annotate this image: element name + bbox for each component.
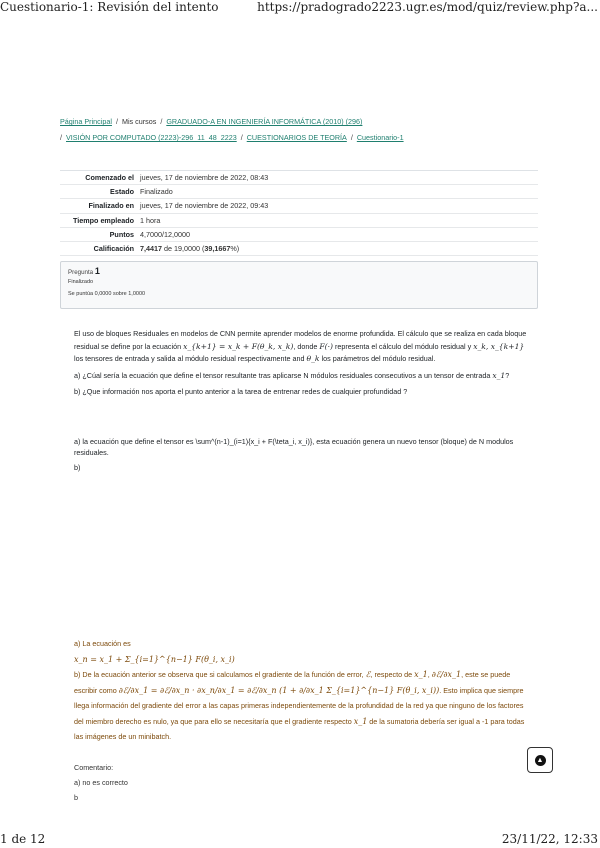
summary-row-grade [60, 242, 538, 256]
comment-line-a: a) no es correcto [74, 778, 128, 787]
breadcrumb-course-link[interactable]: VISIÓN POR COMPUTADO (2223)-296_11_48_2223 [66, 133, 237, 142]
arrow-up-icon: ▲ [535, 755, 546, 766]
math-tensors: x_k, x_{k+1} [473, 341, 525, 351]
student-answer [74, 436, 534, 477]
breadcrumb-separator: / [350, 133, 353, 142]
feedback-main-equation: x_n = x_1 + Σ_{i=1}^{n−1} F(θ_i, x_i) [74, 654, 235, 664]
summary-row-marks [60, 228, 538, 242]
question-part-b: b) ¿Que información nos aporta el punto anterior a la tarea de entrenar redes de cualquier profundidad ? [74, 387, 408, 396]
summary-value: jueves, 17 de noviembre de 2022, 08:43 [140, 173, 269, 182]
breadcrumb-line-2 [60, 130, 550, 146]
print-datetime: 23/11/22, 12:33 [501, 832, 598, 846]
math-x1: x_1 [353, 716, 368, 726]
math-error-function: ℰ [365, 670, 371, 679]
grade-percent: 39,1667 [204, 243, 231, 253]
summary-value: jueves, 17 de noviembre de 2022, 09:43 [140, 201, 269, 211]
question-number-label: Pregunta [68, 269, 94, 276]
summary-label: Calificación [93, 243, 134, 253]
math-x1: x_1 [414, 670, 428, 679]
summary-label: Estado [110, 187, 134, 197]
breadcrumb-separator: / [160, 117, 163, 126]
summary-value: Finalizado [140, 187, 173, 197]
breadcrumb-line-1 [60, 114, 550, 130]
math-input-tensor: x_1 [492, 370, 506, 380]
summary-row-time-taken [60, 214, 538, 228]
summary-label: Finalizado en [88, 201, 134, 211]
question-number [68, 266, 530, 276]
question-grade: Se puntúa 0,0000 sobre 1,0000 [68, 291, 146, 297]
summary-row-finished [60, 199, 538, 213]
question-number-value: 1 [94, 266, 100, 276]
summary-row-started [60, 171, 538, 185]
breadcrumb-separator: / [115, 117, 118, 126]
grade-value: 7,4417 [140, 243, 162, 253]
summary-value [140, 242, 538, 255]
feedback-part-b: b) De la ecuación anterior se observa que si calculamos el gradiente de la función de error, ℰ, respecto de x_1, ∂ℰ/∂x_1, este se puede escribir como ∂ℰ/∂x_1 = ∂ℰ/∂x_n · ∂x_n/∂x_1 = ∂ℰ/∂x_n (1 + ∂/∂x_1 Σ_{i=1}^{n−1} F(θ_i, x_i)). Esto implica que siempre llega información del gradiente del error a las capas primeras independientemente de la profundidad de la red ya que ninguno de los factores del miembro derecho es nulo, ya que para ello se necesitaría que el gradiente respecto x_1 de la sumatoria debería ser igual a -1 para todas las imágenes de un minibatch. [74, 670, 525, 741]
general-feedback [74, 636, 534, 745]
question-state: Finalizado [68, 279, 94, 285]
print-page-title: Cuestionario-1: Revisión del intento [0, 0, 219, 14]
summary-label: Tiempo empleado [73, 215, 134, 225]
breadcrumb-separator: / [240, 133, 243, 142]
comment-line-b: b [74, 793, 78, 802]
attempt-summary-table [60, 170, 538, 256]
math-params: θ_k [306, 354, 320, 363]
math-residual-function: F(·) [319, 341, 333, 351]
answer-part-b: b) [74, 463, 81, 472]
summary-value: 1 hora [140, 215, 161, 225]
print-footer [0, 832, 600, 848]
comment-title: Comentario: [74, 763, 114, 772]
teacher-comment [74, 760, 374, 805]
math-gradient-x1: ∂ℰ/∂x_1 [431, 670, 462, 679]
breadcrumb-degree-link[interactable]: GRADUADO-A EN INGENIERÍA INFORMÁTICA (2010) (296) [166, 117, 363, 126]
back-to-top-button[interactable] [527, 747, 553, 773]
print-page-url: https://pradogrado2223.ugr.es/mod/quiz/review.php?a... [257, 0, 598, 14]
grade-percent-suffix: %) [230, 243, 240, 253]
print-page-number: 1 de 12 [0, 832, 46, 846]
question-part-a: a) ¿Cúal sería la ecuación que define el tensor resultante tras aplicarse N módulos residuales consecutivos a un tensor de entrada x_1? [74, 370, 510, 380]
breadcrumb-quiz-link[interactable]: Cuestionario-1 [356, 133, 404, 142]
summary-label: Puntos [109, 229, 134, 239]
print-header [0, 0, 600, 16]
breadcrumb-section-link[interactable]: CUESTIONARIOS DE TEORÍA [246, 133, 347, 142]
breadcrumb-home-link[interactable]: Página Principal [60, 117, 112, 126]
breadcrumb-my-courses: Mis cursos [121, 117, 157, 126]
math-gradient-expansion: ∂ℰ/∂x_1 = ∂ℰ/∂x_n · ∂x_n/∂x_1 = ∂ℰ/∂x_n (1 + ∂/∂x_1 Σ_{i=1}^{n−1} F(θ_i, x_i)) [118, 685, 440, 695]
answer-part-a: a) la ecuación que define el tensor es \sum^(n-1)_(i=1){x_i + F(\teta_i, x_i)}, esta ecuación genera un nuevo tensor (bloque) de N modulos residuales. [74, 437, 514, 457]
breadcrumb [60, 114, 550, 146]
breadcrumb-separator: / [60, 133, 62, 142]
summary-label: Comenzado el [85, 173, 134, 182]
math-residual-equation: x_{k+1} = x_k + F(θ_k, x_k) [183, 341, 294, 351]
question-intro: El uso de bloques Residuales en modelos de CNN permite aprender modelos de enorme profundida. El cálculo que se realiza en cada bloque residual se define por la ecuación x_{k+1} = x_k + F(θ_k, x_k), donde F(·) representa el cálculo del módulo residual y x_k, x_{k+1} los tensores de entrada y salida al módulo residual respectivamente and θ_k los parámetros del módulo residual. [74, 329, 527, 363]
summary-row-state [60, 185, 538, 199]
question-info-box [60, 261, 538, 309]
question-text [74, 328, 534, 403]
grade-out-of: de 19,0000 ( [161, 243, 205, 253]
summary-value: 4,7000/12,0000 [140, 229, 190, 239]
feedback-part-a-label: a) La ecuación es [74, 639, 131, 648]
